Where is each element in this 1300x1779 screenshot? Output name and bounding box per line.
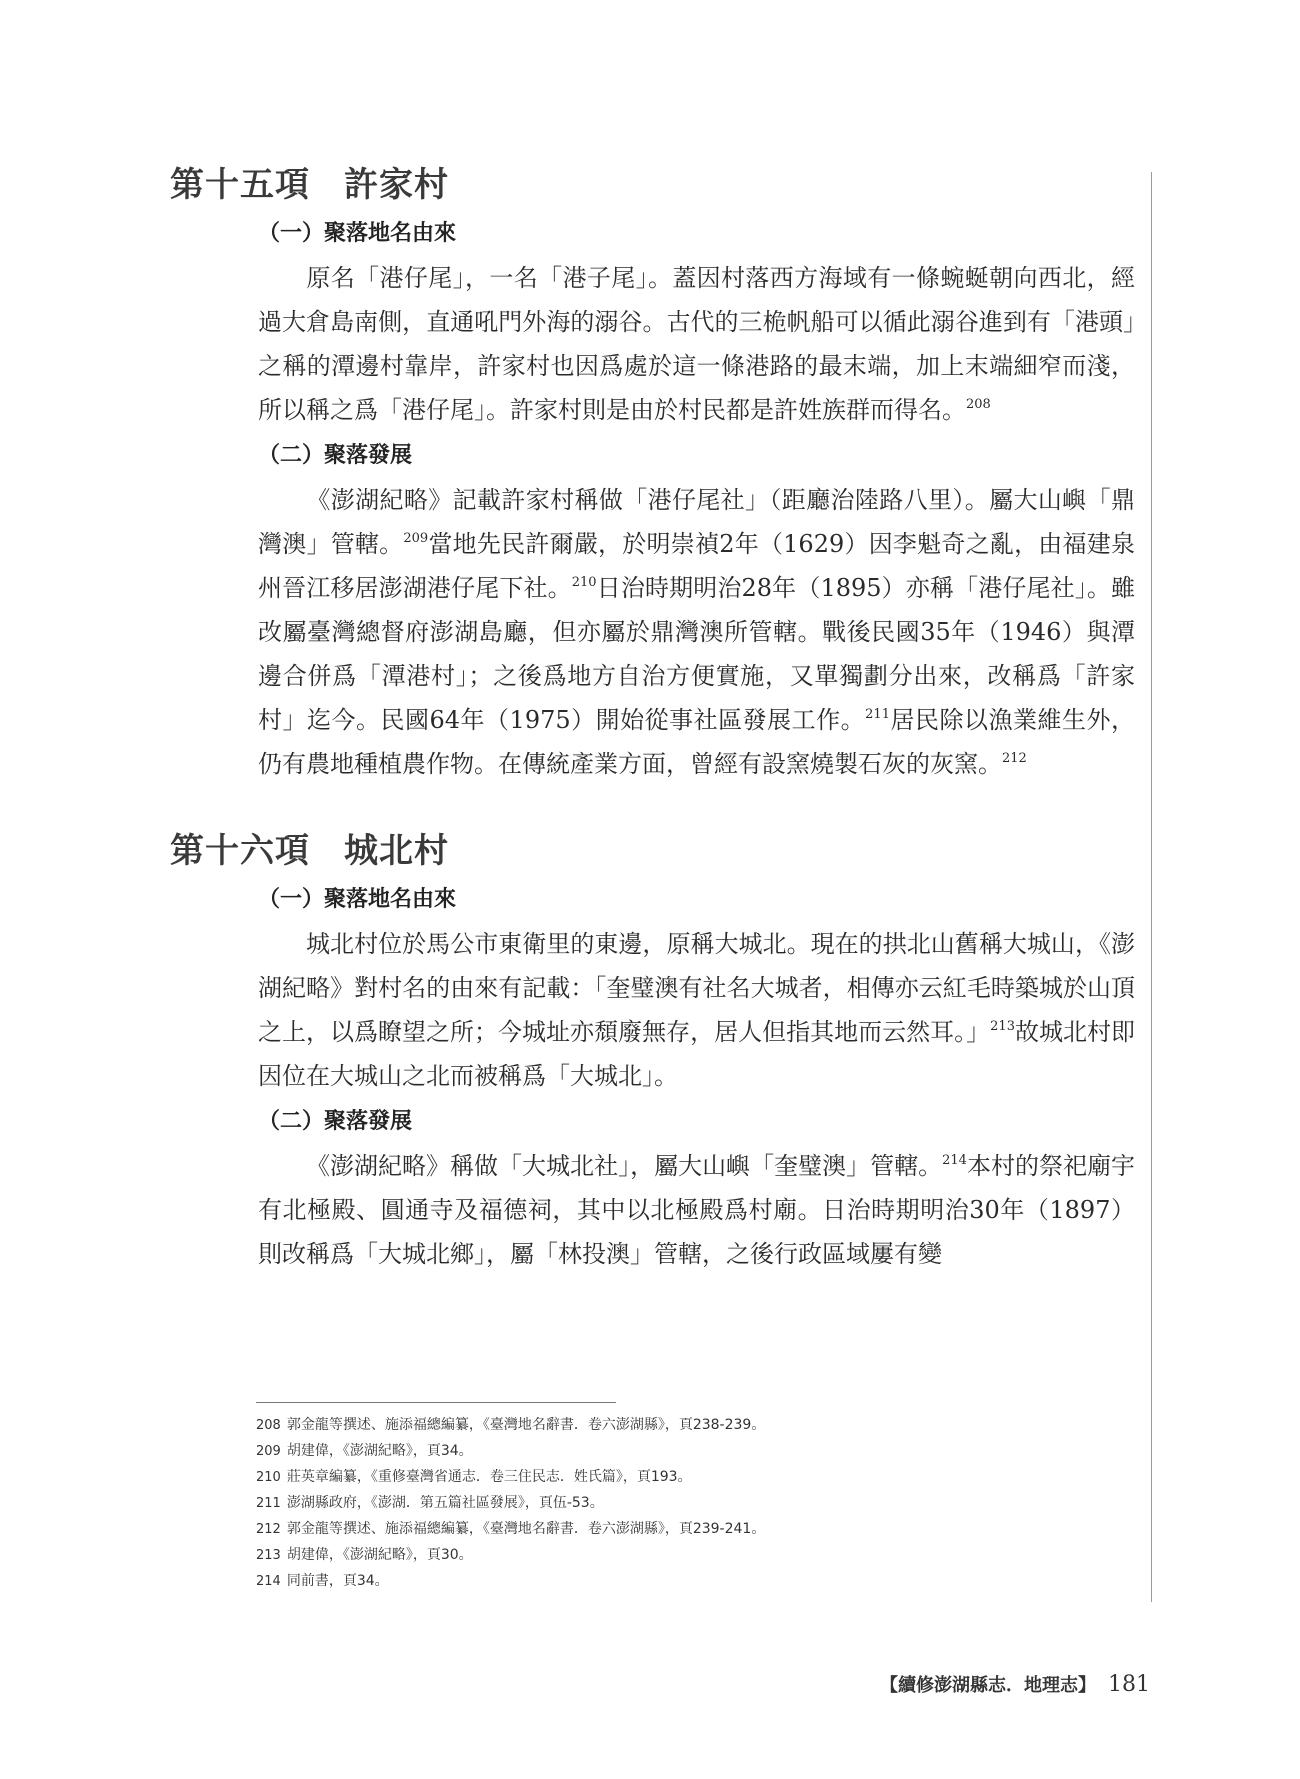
paragraph xyxy=(258,256,1135,432)
footnote-ref[interactable]: 214 xyxy=(942,1153,967,1168)
footnote-number: 210 xyxy=(256,1470,281,1485)
page-number: 181 xyxy=(1108,1672,1150,1697)
footnotes xyxy=(256,1412,1136,1594)
footnote-ref[interactable]: 208 xyxy=(966,397,991,412)
section-number: 第十六項 xyxy=(170,831,310,871)
paragraph xyxy=(258,478,1135,786)
footnote-ref[interactable]: 209 xyxy=(403,531,429,546)
footnote-number: 213 xyxy=(256,1548,281,1563)
section-name: 許家村 xyxy=(344,165,449,205)
section-name: 城北村 xyxy=(344,831,449,871)
footnote-item xyxy=(256,1490,1136,1516)
text-run: 故城北村即因位在大城山之北而被稱爲「大城北」。 xyxy=(258,1018,1136,1090)
text-run: 《澎湖紀略》記載許家村稱做「港仔尾社」（距廳治陸路八里）。屬大山嶼「鼎灣澳」管轄。 xyxy=(258,486,1135,558)
footnote-item xyxy=(256,1516,1136,1542)
main-content xyxy=(170,160,1135,1276)
footnote-text: 胡建偉，《澎湖紀略》，頁34。 xyxy=(286,1443,473,1459)
footnote-ref[interactable]: 210 xyxy=(571,575,597,590)
footnote-item xyxy=(256,1568,1136,1594)
footnote-item xyxy=(256,1464,1136,1490)
footnote-text: 郭金龍等撰述、施添福總編纂，《臺灣地名辭書．卷六澎湖縣》，頁238-239。 xyxy=(286,1417,766,1433)
subsection-heading: （二）聚落發展 xyxy=(258,1108,413,1134)
section-number: 第十五項 xyxy=(170,165,310,205)
footnote-text: 澎湖縣政府，《澎湖．第五篇社區發展》，頁伍-53。 xyxy=(286,1495,604,1511)
footnote-ref[interactable]: 212 xyxy=(1002,751,1027,766)
subsection-heading: （二）聚落發展 xyxy=(258,442,413,468)
text-run: 居民除以漁業維生外，仍有農地種植農作物。在傳統產業方面，曾經有設窯燒製石灰的灰窯。 xyxy=(258,706,1135,778)
section-title xyxy=(170,160,1135,210)
footnote-text: 莊英章編纂，《重修臺灣省通志．卷三住民志．姓氏篇》，頁193。 xyxy=(286,1469,692,1485)
paragraph xyxy=(258,1144,1135,1276)
footnote-number: 211 xyxy=(256,1496,281,1511)
footnote-item xyxy=(256,1438,1136,1464)
running-footer xyxy=(880,1670,1150,1700)
footnote-number: 212 xyxy=(256,1522,281,1537)
section-title xyxy=(170,826,1135,876)
subsection-heading: （一）聚落地名由來 xyxy=(258,886,457,912)
subsection-heading: （一）聚落地名由來 xyxy=(258,220,457,246)
footnote-text: 郭金龍等撰述、施添福總編纂，《臺灣地名辭書．卷六澎湖縣》，頁239-241。 xyxy=(286,1521,766,1537)
text-run: 《澎湖紀略》稱做「大城北社」，屬大山嶼「奎璧澳」管轄。 xyxy=(306,1152,943,1180)
footnote-separator xyxy=(256,1402,616,1403)
text-run: 本村的祭祀廟宇有北極殿、圓通寺及福德祠，其中以北極殿爲村廟。日治時期明治30年（1897）則改稱爲「大城北鄉」，屬「林投澳」管轄，之後行政區域屢有變 xyxy=(258,1152,1136,1268)
text-run: 原名「港仔尾」，一名「港子尾」。蓋因村落西方海域有一條蜿蜒朝向西北，經過大倉島南側，直通吼門外海的溺谷。古代的三桅帆船可以循此溺谷進到有「港頭」之稱的潭邊村靠岸，許家村也因爲處於這一條港路的最末端，加上末端細窄而淺，所以稱之爲「港仔尾」。許家村則是由於村民都是許姓族群而得名。 xyxy=(258,264,1135,424)
footnote-item xyxy=(256,1412,1136,1438)
footnote-ref[interactable]: 211 xyxy=(865,707,890,722)
footnote-text: 同前書，頁34。 xyxy=(286,1573,389,1589)
paragraph xyxy=(258,922,1135,1098)
book-title: 【續修澎湖縣志．地理志】 xyxy=(880,1675,1096,1696)
text-run: 城北村位於馬公市東衛里的東邊，原稱大城北。現在的拱北山舊稱大城山，《澎湖紀略》對村名的由來有記載：「奎璧澳有社名大城者，相傳亦云紅毛時築城於山頂之上，以爲瞭望之所；今城址亦頹廢無存，居人但指其地而云然耳。」 xyxy=(258,930,1135,1046)
footnote-item xyxy=(256,1542,1136,1568)
text-run: 日治時期明治28年（1895）亦稱「港仔尾社」。雖改屬臺灣總督府澎湖島廳，但亦屬於鼎灣澳所管轄。戰後民國35年（1946）與潭邊合併爲「潭港村」；之後爲地方自治方便實施，又單獨劃分出來，改稱爲「許家村」迄今。民國64年（1975）開始從事社區發展工作。 xyxy=(258,574,1136,734)
text-run: 當地先民許爾嚴，於明崇禎2年（1629）因李魁奇之亂，由福建泉州晉江移居澎湖港仔尾下社。 xyxy=(258,530,1135,602)
margin-rule xyxy=(1151,172,1152,1602)
footnote-text: 胡建偉，《澎湖紀略》，頁30。 xyxy=(286,1547,473,1563)
footnote-ref[interactable]: 213 xyxy=(990,1019,1015,1034)
footnote-number: 208 xyxy=(256,1418,281,1433)
footnote-number: 214 xyxy=(256,1574,281,1589)
footnote-number: 209 xyxy=(256,1444,281,1459)
section-gap xyxy=(170,786,1135,826)
